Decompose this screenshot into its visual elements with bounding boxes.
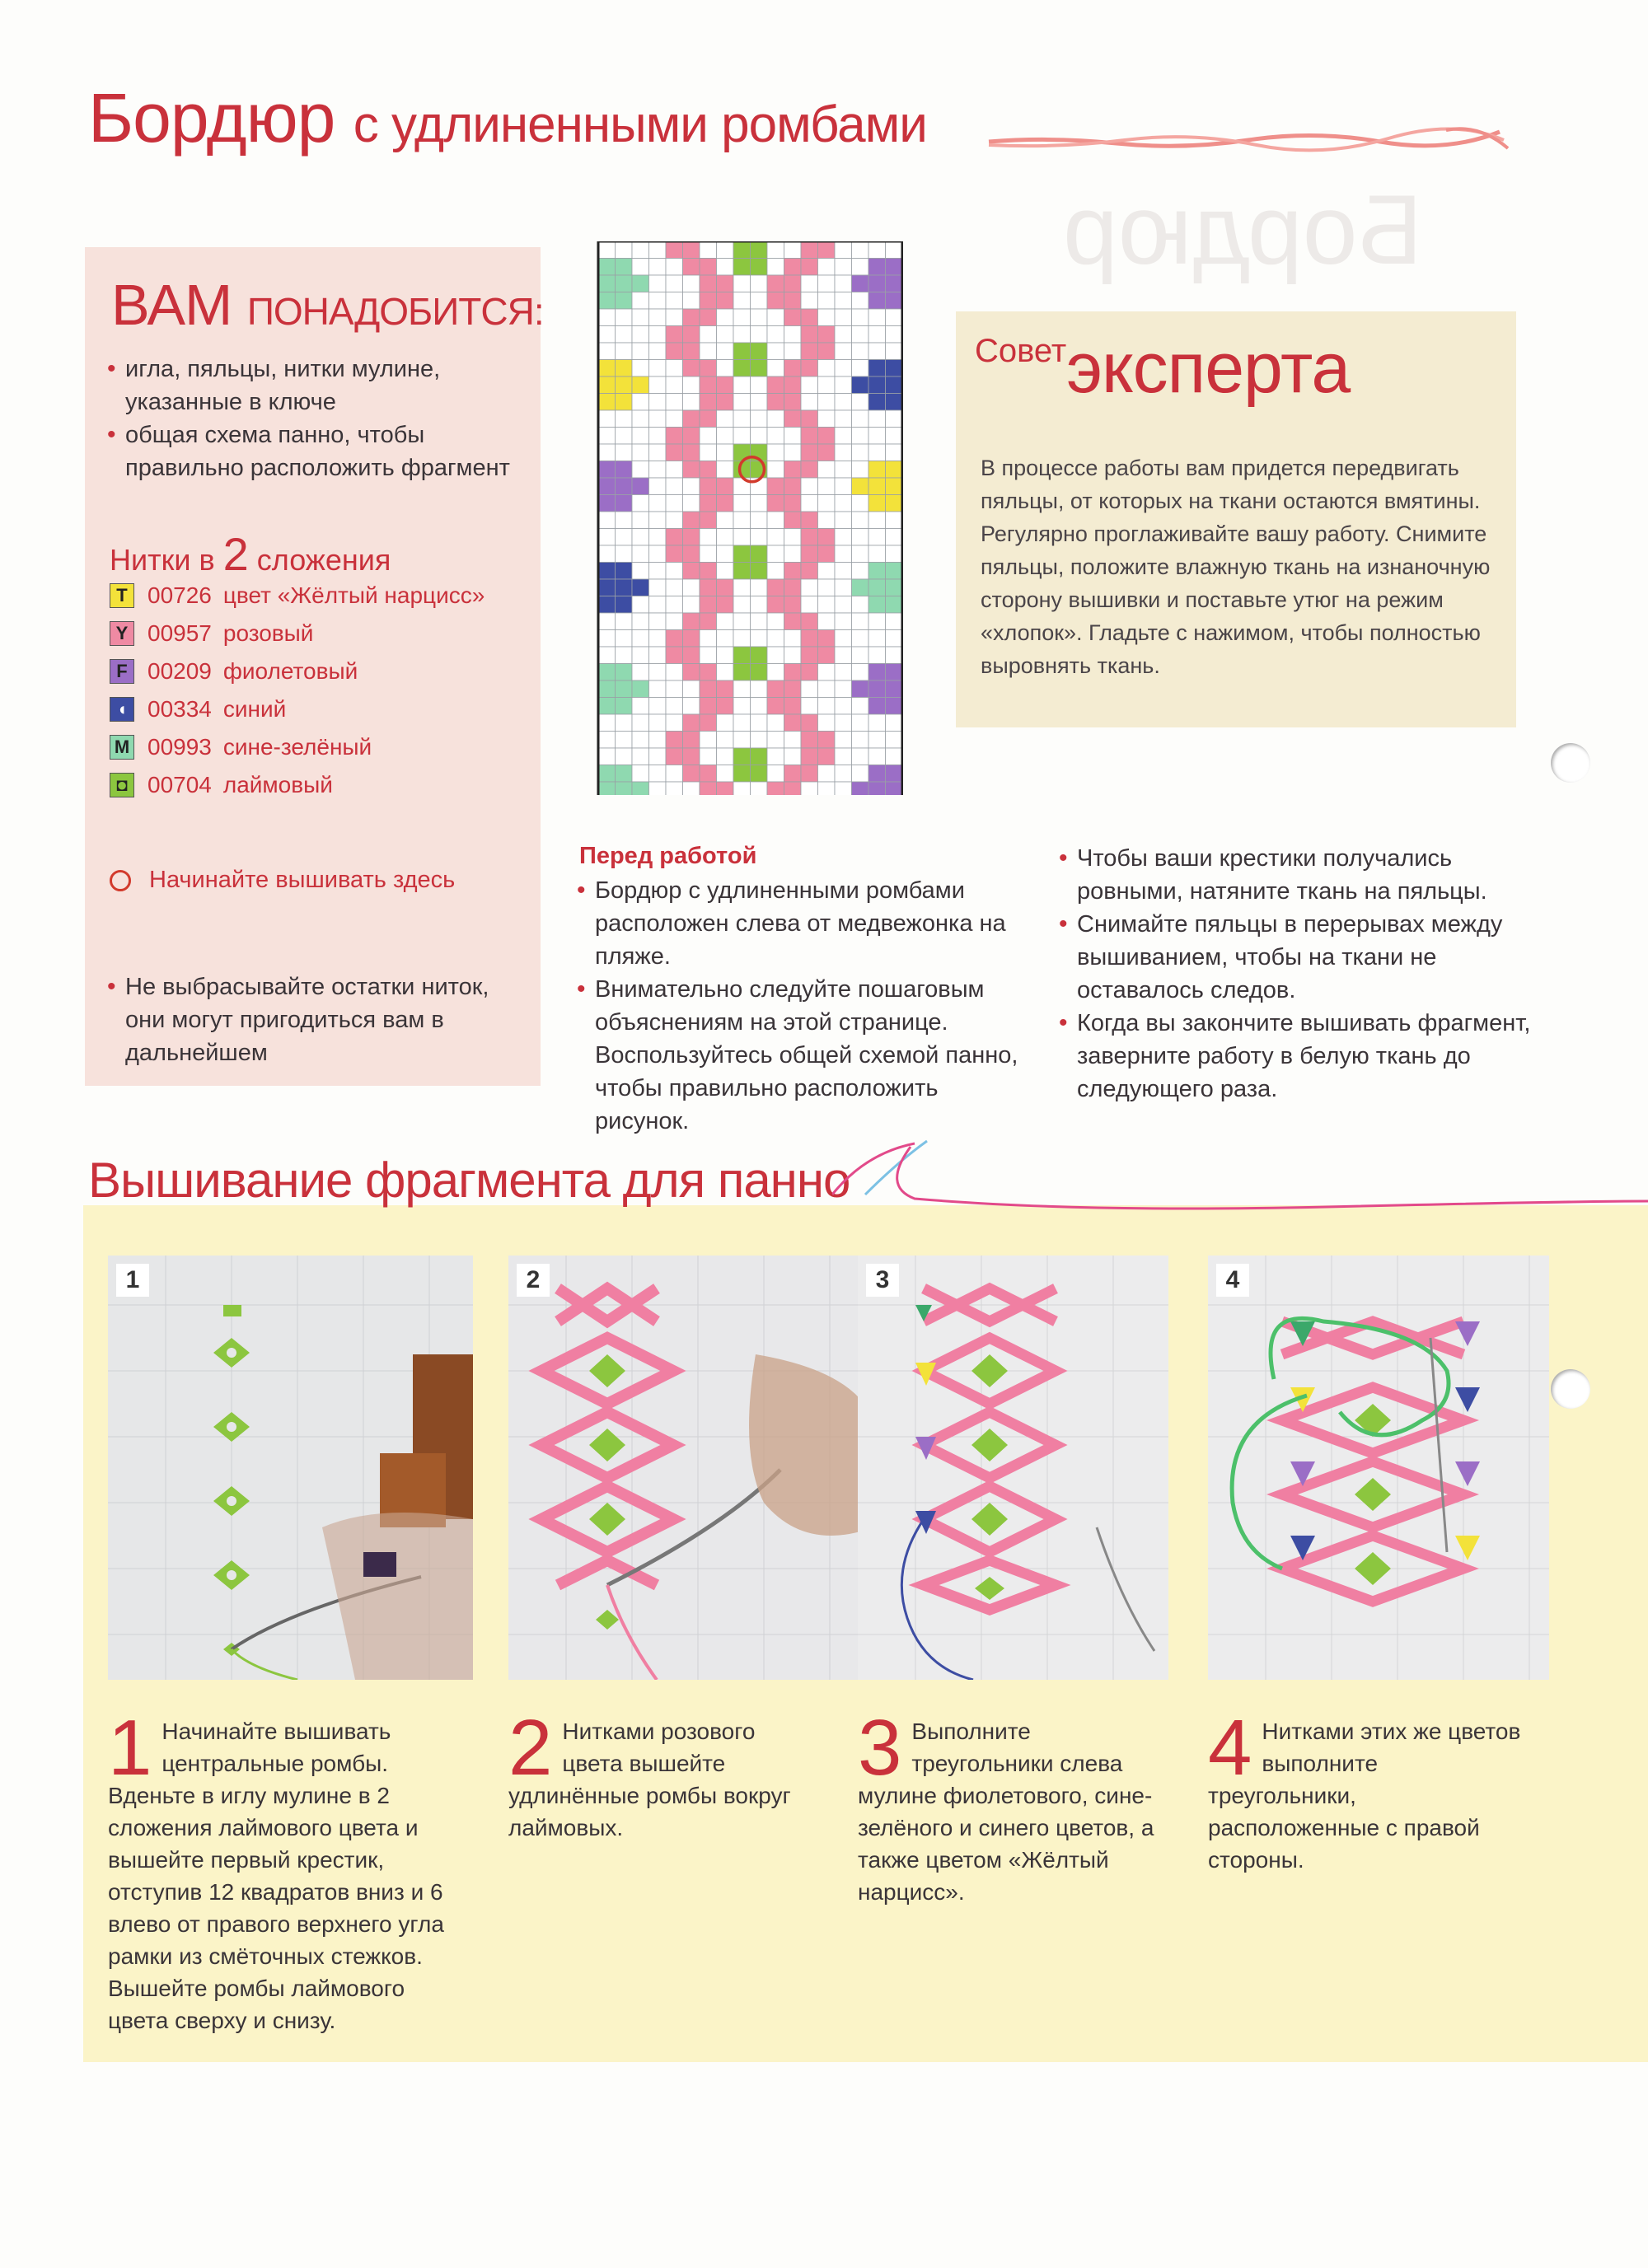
list-item: • общая схема панно, чтобы правильно расположить фрагмент [107, 419, 536, 484]
step-photo-1 [108, 1256, 473, 1680]
key-row [110, 728, 538, 766]
step-photo-image [858, 1256, 1168, 1680]
title-subtitle: с удлиненными ромбами [353, 96, 927, 153]
thread-decoration-icon [985, 115, 1512, 165]
list-item: • Бордюр с удлиненными ромбами расположен слева от медвежонка на пляже. [577, 874, 1022, 973]
page-title [88, 78, 927, 158]
materials-title-small: ПОНАДОБИТСЯ: [246, 290, 544, 333]
step-photo-2 [508, 1256, 873, 1680]
thread-name: лаймовый [222, 772, 333, 797]
photo-number: 2 [517, 1264, 550, 1297]
thread-code: 00726 [147, 582, 212, 608]
step-1 [108, 1704, 462, 2037]
threads-prefix: Нитки в [110, 543, 215, 577]
section-title: Вышивание фрагмента для панно [88, 1153, 850, 1208]
step-photo-4 [1208, 1256, 1549, 1680]
thread-code: 00993 [147, 734, 212, 760]
step-photo-3 [858, 1256, 1223, 1680]
expert-title-small: Совет [975, 333, 1067, 369]
step-3 [858, 1704, 1171, 1908]
step-2 [508, 1704, 822, 1844]
materials-list [107, 353, 536, 484]
before-work-list [577, 874, 1022, 1138]
thread-code: 00334 [147, 696, 212, 722]
thread-code: 00209 [147, 658, 212, 684]
list-item: • игла, пяльцы, нитки мулине, указанные в ключе [107, 353, 536, 419]
thread-swatch-icon: Y [110, 621, 134, 646]
key-row [110, 690, 538, 728]
thread-code: 00704 [147, 772, 212, 797]
step-photo-image [108, 1256, 473, 1680]
photo-number: 1 [116, 1264, 149, 1297]
step-text: Начинайте вышивать центральные ромбы. Вденьте в иглу мулине в 2 сложения лаймового цвета и вышейте первый крестик, отступив 12 квадратов вниз и 6 влево от правого верхнего угла рамки из смёточных стежков. Вышейте ромбы лаймового цвета сверху и снизу. [108, 1719, 444, 2033]
step-number: 3 [858, 1704, 902, 1792]
key-row [110, 652, 538, 690]
threads-title [110, 527, 391, 581]
step-number: 4 [1208, 1704, 1252, 1792]
thread-name: синий [222, 696, 287, 722]
step-number: 1 [108, 1704, 152, 1792]
materials-title-big: ВАМ [111, 273, 232, 337]
list-item: • Снимайте пяльцы в перерывах между вышиванием, чтобы на ткани не оставалось следов. [1059, 908, 1537, 1007]
key-row [110, 577, 538, 615]
thread-name: фиолетовый [222, 658, 358, 684]
thread-key [110, 577, 538, 804]
start-note [110, 867, 455, 894]
leftover-note [107, 970, 527, 1069]
title-main-word: Бордюр [88, 79, 335, 157]
before-work-title: Перед работой [579, 843, 757, 869]
thread-name: розовый [222, 620, 314, 646]
cross-stitch-chart [592, 241, 903, 795]
punch-hole-icon [1551, 743, 1590, 783]
threads-number: 2 [222, 528, 249, 580]
threads-suffix: сложения [256, 543, 391, 577]
photo-number: 3 [866, 1264, 899, 1297]
thread-swoosh-icon [832, 1137, 1648, 1228]
expert-title-big: эксперта [1066, 329, 1351, 408]
materials-title [111, 272, 544, 338]
list-item: • Когда вы закончите вышивать фрагмент, заверните работу в белую ткань до следующего раза. [1059, 1007, 1537, 1106]
start-note-text: Начинайте вышивать здесь [149, 867, 456, 893]
punch-hole-icon [1551, 1369, 1590, 1409]
tips-list [1059, 842, 1537, 1106]
expert-tip-text: В процессе работы вам придется передвигать пяльцы, от которых на ткани остаются вмятины. Регулярно проглаживайте вашу работу. Снимите пяльцы, положите влажную ткань на изнаночную сторону вышивки и поставьте утюг на режим «хлопок». Гладьте с нажимом, чтобы полностью выровнять ткань. [981, 456, 1491, 678]
thread-swatch-icon: ◘ [110, 773, 134, 797]
ghost-title-watermark: Бордюр [1063, 175, 1423, 285]
thread-swatch-icon: ◖ [110, 697, 134, 722]
expert-tip-title [975, 328, 1350, 409]
thread-swatch-icon: M [110, 735, 134, 760]
photo-number: 4 [1216, 1264, 1249, 1297]
thread-name: сине-зелёный [222, 734, 372, 760]
thread-name: цвет «Жёлтый нарцисс» [222, 582, 485, 608]
list-item: • Не выбрасывайте остатки ниток, они могут пригодиться вам в дальнейшем [107, 970, 527, 1069]
step-number: 2 [508, 1704, 553, 1792]
step-4 [1208, 1704, 1521, 1876]
step-text: Выполните треугольники слева мулине фиолетового, сине-зелёного и синего цветов, а также цветом «Жёлтый нарцисс». [858, 1719, 1154, 1905]
list-item: • Внимательно следуйте пошаговым объяснениям на этой странице. Воспользуйтесь общей схемой панно, чтобы правильно расположить рисунок. [577, 973, 1022, 1138]
thread-swatch-icon: T [110, 583, 134, 608]
step-photo-image [508, 1256, 873, 1680]
key-row [110, 766, 538, 804]
start-circle-icon [110, 870, 131, 891]
key-row [110, 615, 538, 652]
list-item: • Чтобы ваши крестики получались ровными, натяните ткань на пяльцы. [1059, 842, 1537, 908]
step-text: Нитками розового цвета вышейте удлинённые ромбы вокруг лаймовых. [508, 1719, 791, 1840]
step-text: Нитками этих же цветов выполните треугольники, расположенные с правой стороны. [1208, 1719, 1521, 1873]
step-photo-image [1208, 1256, 1549, 1680]
thread-swatch-icon: F [110, 659, 134, 684]
thread-code: 00957 [147, 620, 212, 646]
